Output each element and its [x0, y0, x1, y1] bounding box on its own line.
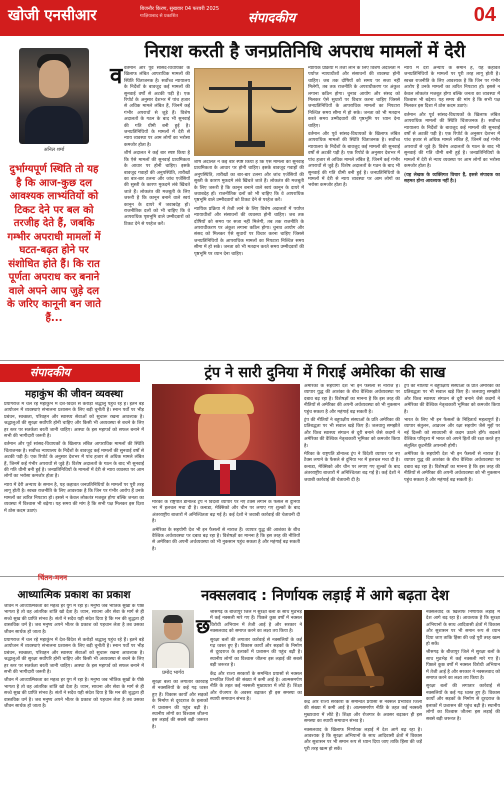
naxal-text-1c: केंद्र और राज्य सरकारों के समन्वित प्रयासों से नक्सल प्रभावित जिलों की संख्या में कमी आई है। आत्मसमर्पण नीति के तहत कई नक्सली मुख्यधारा में लौटे हैं। शिक्षा और रोजगार के अवसर बढ़ाकर ही इस समस्या का स्थायी समाधान संभव है।	[210, 671, 302, 703]
editorial-headline: निराश करती है जनप्रतिनिधि अपराध मामलों में देरी	[144, 42, 466, 62]
newspaper-logo: खोजी एनसीआर	[8, 6, 97, 24]
editorial-text-3: न्यायिक प्रक्रिया में तेजी लाने के लिए विशेष अदालतों में पर्याप्त न्यायाधीशों और संसाधनों की व्यवस्था होनी चाहिए। जब तक दोषियों को समय पर सजा नहीं मिलेगी, तब तक राजनीति के अपराधीकरण पर अंकुश लगाना कठिन होगा। चुनाव आयोग और संसद को मिलकर ऐसे सुधारों पर विचार करना चाहिए जिससे जनप्रतिनिधियों के आपराधिक मामलों का निपटारा निश्चित समय सीमा में हो सके। जनता को भी मतदान करते समय उम्मीदवारों की पृष्ठभूमि पर ध्यान देना चाहिए।	[308, 66, 400, 129]
trump-text-2b: ट्रंप की नीतियों ने बहुपक्षीय संस्थाओं के प्रति अमेरिका की प्रतिबद्धता पर भी सवाल खड़े किए हैं। जलवायु समझौते और विश्व स्वास्थ्य संगठन से दूरी बनाने जैसे कदमों ने अमेरिका की वैश्विक नेतृत्वकारी भूमिका को कमजोर किया है।	[304, 418, 400, 449]
chintan-tag: चिंतन-मनन	[38, 574, 67, 582]
editorial-text-2: शीर्ष अदालत ने कई बार स्पष्ट किया है कि ऐसे मामलों की सुनवाई प्राथमिकता के आधार पर होनी चाहिए। इसके बावजूद गवाहों की अनुपस्थिति, तारीखों का बार-बार टलना और जांच एजेंसियों की सुस्ती के कारण मुकदमे लंबे खिंचते जाते हैं। लोकतंत्र की मजबूती के लिए जरूरी है कि कानून बनाने वाले स्वयं कानून के दायरे में जवाबदेह हों। राजनीतिक दलों को भी चाहिए कि वे आपराधिक पृष्ठभूमि वाले उम्मीदवारों को टिकट देने से परहेज करें।	[194, 160, 304, 204]
sampadkiya-text-3: न्याय में देरी अन्याय के समान है, यह कहावत जनप्रतिनिधियों के मामलों पर पूरी तरह लागू होती है। स्वच्छ राजनीति के लिए आवश्यक है कि जिन पर गंभीर आरोप हैं उनके मामलों का त्वरित निपटारा हो। इससे न केवल लोकतंत्र मजबूत होगा बल्कि जनता का व्यवस्था में विश्वास भी बढ़ेगा। यह समय की मांग है कि सभी पक्ष मिलकर इस दिशा में ठोस कदम उठाएं।	[4, 482, 144, 514]
editorial-column-2	[194, 160, 304, 356]
naxal-column-1	[210, 610, 302, 796]
naxal-text-2: केंद्र और राज्य सरकारों के समन्वित प्रयासों से नक्सल प्रभावित जिलों की संख्या में कमी आई है। आत्मसमर्पण नीति के तहत कई नक्सली मुख्यधारा में लौटे हैं। शिक्षा और रोजगार के अवसर बढ़ाकर ही इस समस्या का स्थायी समाधान संभव है।	[304, 700, 422, 725]
sampadkiya-body	[4, 402, 144, 570]
editorial-text-1b: शीर्ष अदालत ने कई बार स्पष्ट किया है कि ऐसे मामलों की सुनवाई प्राथमिकता के आधार पर होनी चाहिए। इसके बावजूद गवाहों की अनुपस्थिति, तारीखों का बार-बार टलना और जांच एजेंसियों की सुस्ती के कारण मुकदमे लंबे खिंचते जाते हैं। लोकतंत्र की मजबूती के लिए जरूरी है कि कानून बनाने वाले स्वयं कानून के दायरे में जवाबदेह हों। राजनीतिक दलों को भी चाहिए कि वे आपराधिक पृष्ठभूमि वाले उम्मीदवारों को टिकट देने से परहेज करें।	[124, 151, 190, 227]
editorial-column-3	[308, 66, 400, 356]
section-title: संपादकीय	[248, 11, 296, 26]
chintan-body	[4, 604, 144, 796]
drop-cap: व	[110, 64, 123, 89]
pull-quote: दुर्भाग्यपूर्ण स्थिति तो यह है कि आज-कुछ दल आवश्यक लाभ्यंतियों को टिकट देने पर बल को तरजीह देते हैं, जबकि गम्भीर अपराधी मामलों में घटत-बढ़त होने पर संशोधित होते हैं। कि रात पूर्णता अपराध कर बनाने वाले अपने आप जुड़े दल के जरिए कानूनी बन जाते हैं...	[7, 164, 101, 324]
author-photo	[19, 48, 89, 144]
naxal-author-photo	[152, 610, 194, 668]
trump-text-1b: अमेरिका के सहयोगी देश भी इन फैसलों से नाराज हैं। व्यापार युद्ध की आशंका के बीच वैश्विक अर्थव्यवस्था पर दबाव बढ़ रहा है। विशेषज्ञों का मानना है कि इस तरह की नीतियों से अमेरिका की अपनी अर्थव्यवस्था को भी नुकसान पहुंच सकता है और महंगाई बढ़ सकती है।	[152, 527, 300, 552]
trump-column-3	[404, 384, 500, 572]
editorial-text-2b: न्यायिक प्रक्रिया में तेजी लाने के लिए विशेष अदालतों में पर्याप्त न्यायाधीशों और संसाधनों की व्यवस्था होनी चाहिए। जब तक दोषियों को समय पर सजा नहीं मिलेगी, तब तक राजनीति के अपराधीकरण पर अंकुश लगाना कठिन होगा। चुनाव आयोग और संसद को मिलकर ऐसे सुधारों पर विचार करना चाहिए जिससे जनप्रतिनिधियों के आपराधिक मामलों का निपटारा निश्चित समय सीमा में हो सके। जनता को भी मतदान करते समय उम्मीदवारों की पृष्ठभूमि पर ध्यान देना चाहिए।	[194, 206, 304, 257]
naxal-column-3	[426, 610, 500, 796]
author-box	[4, 42, 104, 362]
author-name: अनिल शर्मा	[43, 147, 65, 153]
masthead	[0, 0, 504, 40]
naxal-column-2	[304, 700, 422, 796]
editorial-signoff: (यह लेखक के व्यक्तिगत विचार हैं, इससे संपादक का सहमत होना आवश्यक नहीं है।)	[404, 172, 500, 184]
editorial-text-4: न्याय में देरी अन्याय के समान है, यह कहावत जनप्रतिनिधियों के मामलों पर पूरी तरह लागू होती है। स्वच्छ राजनीति के लिए आवश्यक है कि जिन पर गंभीर आरोप हैं उनके मामलों का त्वरित निपटारा हो। इससे न केवल लोकतंत्र मजबूत होगा बल्कि जनता का व्यवस्था में विश्वास भी बढ़ेगा। यह समय की मांग है कि सभी पक्ष मिलकर इस दिशा में ठोस कदम उठाएं।	[404, 66, 500, 110]
editorial-column-4	[404, 66, 500, 356]
masthead-rule	[0, 34, 504, 36]
date-text: बिजनौर किरण, सुखवार 04 फरवरी 2025	[140, 6, 220, 12]
naxal-text-0: सुरक्षा बलों की लगातार कार्रवाई से नक्सलियों के कई गढ़ ध्वस्त हुए हैं। विकास कार्यों और सड़कों के निर्माण से दूरदराज के इलाकों में प्रशासन की पहुंच बढ़ी है। स्थानीय लोगों का विश्वास जीतना इस लड़ाई की सबसे बड़ी जरूरत है।	[152, 680, 208, 730]
naxal-text-3b: त्तीसगढ़ के बीजापुर जिले में सुरक्षा बलों के साथ मुठभेड़ में कई नक्सली मारे गए हैं। पिछले कुछ वर्षों में नक्सल विरोधी अभियान में तेजी आई है और सरकार ने नक्सलवाद को समाप्त करने का लक्ष्य तय किया है।	[426, 650, 500, 682]
date-subtext: गाज़ियाबाद से प्रकाशित	[140, 14, 178, 19]
editorial-text-3b: वर्तमान और पूर्व सांसद-विधायकों के खिलाफ लंबित आपराधिक मामलों की स्थिति चिंताजनक है। सर्वोच्च न्यायालय के निर्देशों के बावजूद कई मामलों की सुनवाई वर्षों से अटकी पड़ी है। एक रिपोर्ट के अनुसार देशभर में पांच हजार से अधिक मामले लंबित हैं, जिनमें कई गंभीर अपराधों से जुड़े हैं। विशेष अदालतों के गठन के बाद भी सुनवाई की गति धीमी बनी हुई है। जनप्रतिनिधियों के मामलों में देरी से न्याय व्यवस्था पर आम लोगों का भरोसा कमजोर होता है।	[308, 132, 400, 189]
sampadkiya-text-2: वर्तमान और पूर्व सांसद-विधायकों के खिलाफ लंबित आपराधिक मामलों की स्थिति चिंताजनक है। सर्वोच्च न्यायालय के निर्देशों के बावजूद कई मामलों की सुनवाई वर्षों से अटकी पड़ी है। एक रिपोर्ट के अनुसार देशभर में पांच हजार से अधिक मामले लंबित हैं, जिनमें कई गंभीर अपराधों से जुड़े हैं। विशेष अदालतों के गठन के बाद भी सुनवाई की गति धीमी बनी हुई है। जनप्रतिनिधियों के मामलों में देरी से न्याय व्यवस्था पर आम लोगों का भरोसा कमजोर होता है।	[4, 442, 144, 480]
gavel-image	[304, 610, 422, 696]
sampadkiya-text: प्रयागराज में चल रहे महाकुंभ में देश-विदेश से करोड़ों श्रद्धालु पहुंच रहे हैं। इतने बड़े आयोजन में व्यवस्थाएं संभालना प्रशासन के लिए बड़ी चुनौती है। स्नान पर्वों पर भीड़ प्रबंधन, स्वच्छता, परिवहन और स्वास्थ्य सेवाओं को सुचारू रखना आवश्यक है। श्रद्धालुओं की सुरक्षा सर्वोपरि होनी चाहिए और किसी भी अव्यवस्था से बचने के लिए हर स्तर पर सतर्कता बरती जानी चाहिए। आस्था के इस महापर्व को सफल बनाने में सभी की भागीदारी जरूरी है।	[4, 402, 144, 440]
page-number: 04	[473, 4, 496, 26]
editorial-column-1	[124, 66, 190, 356]
editorial-text-4b: वर्तमान और पूर्व सांसद-विधायकों के खिलाफ लंबित आपराधिक मामलों की स्थिति चिंताजनक है। सर्वोच्च न्यायालय के निर्देशों के बावजूद कई मामलों की सुनवाई वर्षों से अटकी पड़ी है। एक रिपोर्ट के अनुसार देशभर में पांच हजार से अधिक मामले लंबित हैं, जिनमें कई गंभीर अपराधों से जुड़े हैं। विशेष अदालतों के गठन के बाद भी सुनवाई की गति धीमी बनी हुई है। जनप्रतिनिधियों के मामलों में देरी से न्याय व्यवस्था पर आम लोगों का भरोसा कमजोर होता है।	[404, 112, 500, 170]
trump-headline: ट्रंप ने सारी दुनिया में गिराई अमेरिका की साख	[204, 365, 446, 381]
justice-scales-image	[194, 68, 304, 156]
trump-text-3b: भारत के लिए भी इन फैसलों के निहितार्थ महत्वपूर्ण हैं। व्यापार संतुलन, आव्रजन और रक्षा सहयोग जैसे मुद्दों पर नई दिल्ली को सावधानी से कदम उठाने होंगे। बदलते वैश्विक परिदृश्य में भारत को अपने हितों की रक्षा करते हुए संतुलित कूटनीति अपनानी होगी।	[404, 418, 500, 449]
naxal-text-3c: सुरक्षा बलों की लगातार कार्रवाई से नक्सलियों के कई गढ़ ध्वस्त हुए हैं। विकास कार्यों और सड़कों के निर्माण से दूरदराज के इलाकों में प्रशासन की पहुंच बढ़ी है। स्थानीय लोगों का विश्वास जीतना इस लड़ाई की सबसे बड़ी जरूरत है।	[426, 684, 500, 722]
chintan-text-3: जीवन में आध्यात्मिकता का महत्व हर युग में रहा है। मनुष्य जब भौतिक सुखों के पीछे भागता है तो वह आंतरिक शांति खो देता है। ध्यान, साधना और सेवा के मार्ग से ही सच्चे सुख की प्राप्ति संभव है। संतों ने सदैव यही संदेश दिया है कि मन की शुद्धता ही वास्तविक धर्म है। जब मनुष्य अपने भीतर के प्रकाश को पहचान लेता है तब उसका जीवन सार्थक हो जाता है।	[4, 678, 144, 710]
naxal-column-0	[152, 680, 208, 796]
sampadkiya-title: महाकुंभ की जीवन व्यवस्था	[25, 389, 123, 400]
naxal-text-1: त्तीसगढ़ के बीजापुर जिले में सुरक्षा बलों के साथ मुठभेड़ में कई नक्सली मारे गए हैं। पिछले कुछ वर्षों में नक्सल विरोधी अभियान में तेजी आई है और सरकार ने नक्सलवाद को समाप्त करने का लक्ष्य तय किया है।	[210, 610, 302, 635]
masthead-banner	[0, 0, 360, 34]
trump-text-3: ट्रंप की नीतियों ने बहुपक्षीय संस्थाओं के प्रति अमेरिका की प्रतिबद्धता पर भी सवाल खड़े किए हैं। जलवायु समझौते और विश्व स्वास्थ्य संगठन से दूरी बनाने जैसे कदमों ने अमेरिका की वैश्विक नेतृत्वकारी भूमिका को कमजोर किया है।	[404, 384, 500, 415]
chintan-text: जीवन में आध्यात्मिकता का महत्व हर युग में रहा है। मनुष्य जब भौतिक सुखों के पीछे भागता है तो वह आंतरिक शांति खो देता है। ध्यान, साधना और सेवा के मार्ग से ही सच्चे सुख की प्राप्ति संभव है। संतों ने सदैव यही संदेश दिया है कि मन की शुद्धता ही वास्तविक धर्म है। जब मनुष्य अपने भीतर के प्रकाश को पहचान लेता है तब उसका जीवन सार्थक हो जाता है।	[4, 604, 144, 635]
sampadkiya-label: संपादकीय	[0, 364, 140, 382]
chintan-title: आध्यात्मिक प्रकाश का प्रकाश	[17, 589, 131, 601]
naxal-text-1b: सुरक्षा बलों की लगातार कार्रवाई से नक्सलियों के कई गढ़ ध्वस्त हुए हैं। विकास कार्यों और सड़कों के निर्माण से दूरदराज के इलाकों में प्रशासन की पहुंच बढ़ी है। स्थानीय लोगों का विश्वास जीतना इस लड़ाई की सबसे बड़ी जरूरत है।	[210, 637, 302, 669]
chintan-text-2: प्रयागराज में चल रहे महाकुंभ में देश-विदेश से करोड़ों श्रद्धालु पहुंच रहे हैं। इतने बड़े आयोजन में व्यवस्थाएं संभालना प्रशासन के लिए बड़ी चुनौती है। स्नान पर्वों पर भीड़ प्रबंधन, स्वच्छता, परिवहन और स्वास्थ्य सेवाओं को सुचारू रखना आवश्यक है। श्रद्धालुओं की सुरक्षा सर्वोपरि होनी चाहिए और किसी भी अव्यवस्था से बचने के लिए हर स्तर पर सतर्कता बरती जानी चाहिए। आस्था के इस महापर्व को सफल बनाने में सभी की भागीदारी जरूरी है।	[4, 638, 144, 676]
trump-column-2	[304, 384, 400, 572]
trump-text-2c: मेरिका के राष्ट्रपति डोनाल्ड ट्रंप ने विदेशी व्यापार पर नए टैक्स लगाने के फैसले से दुनिया भर में हलचल मचा दी है। कनाडा, मेक्सिको और चीन पर लगाए गए शुल्कों के बाद अंतरराष्ट्रीय बाजारों में अनिश्चितता बढ़ गई है। कई देशों ने जवाबी कार्रवाई की चेतावनी दी है।	[304, 452, 400, 483]
drop-cap: छ	[196, 614, 211, 638]
naxal-headline: नक्सलवाद : निर्णायक लड़ाई में आगे बढ़ता देश	[201, 588, 449, 604]
dateline	[140, 5, 219, 21]
trump-text-3c: अमेरिका के सहयोगी देश भी इन फैसलों से नाराज हैं। व्यापार युद्ध की आशंका के बीच वैश्विक अर्थव्यवस्था पर दबाव बढ़ रहा है। विशेषज्ञों का मानना है कि इस तरह की नीतियों से अमेरिका की अपनी अर्थव्यवस्था को भी नुकसान पहुंच सकता है और महंगाई बढ़ सकती है।	[404, 452, 500, 483]
page-number-box	[360, 0, 504, 34]
trump-column-1	[152, 500, 300, 572]
trump-text-1: मेरिका के राष्ट्रपति डोनाल्ड ट्रंप ने विदेशी व्यापार पर नए टैक्स लगाने के फैसले से दुनिया भर में हलचल मचा दी है। कनाडा, मेक्सिको और चीन पर लगाए गए शुल्कों के बाद अंतरराष्ट्रीय बाजारों में अनिश्चितता बढ़ गई है। कई देशों ने जवाबी कार्रवाई की चेतावनी दी है।	[152, 500, 300, 525]
editorial-text-1: वर्तमान और पूर्व सांसद-विधायकों के खिलाफ लंबित आपराधिक मामलों की स्थिति चिंताजनक है। सर्वोच्च न्यायालय के निर्देशों के बावजूद कई मामलों की सुनवाई वर्षों से अटकी पड़ी है। एक रिपोर्ट के अनुसार देशभर में पांच हजार से अधिक मामले लंबित हैं, जिनमें कई गंभीर अपराधों से जुड़े हैं। विशेष अदालतों के गठन के बाद भी सुनवाई की गति धीमी बनी हुई है। जनप्रतिनिधियों के मामलों में देरी से न्याय व्यवस्था पर आम लोगों का भरोसा कमजोर होता है।	[124, 66, 190, 148]
naxal-text-2b: नक्सलवाद के खिलाफ निर्णायक लड़ाई में देश आगे बढ़ रहा है। आवश्यक है कि सुरक्षा अभियानों के साथ आदिवासी क्षेत्रों में विकास और सुशासन पर भी समान रूप से ध्यान दिया जाए ताकि हिंसा की जड़ें पूरी तरह खत्म हो सकें।	[304, 727, 422, 752]
naxal-text-3: नक्सलवाद के खिलाफ निर्णायक लड़ाई में देश आगे बढ़ रहा है। आवश्यक है कि सुरक्षा अभियानों के साथ आदिवासी क्षेत्रों में विकास और सुशासन पर भी समान रूप से ध्यान दिया जाए ताकि हिंसा की जड़ें पूरी तरह खत्म हो सकें।	[426, 610, 500, 648]
trump-text-2: अमेरिका के सहयोगी देश भी इन फैसलों से नाराज हैं। व्यापार युद्ध की आशंका के बीच वैश्विक अर्थव्यवस्था पर दबाव बढ़ रहा है। विशेषज्ञों का मानना है कि इस तरह की नीतियों से अमेरिका की अपनी अर्थव्यवस्था को भी नुकसान पहुंच सकता है और महंगाई बढ़ सकती है।	[304, 384, 400, 415]
naxal-author-name: प्रमोद भार्गव	[162, 670, 184, 676]
trump-photo	[152, 384, 300, 496]
divider	[0, 360, 504, 361]
